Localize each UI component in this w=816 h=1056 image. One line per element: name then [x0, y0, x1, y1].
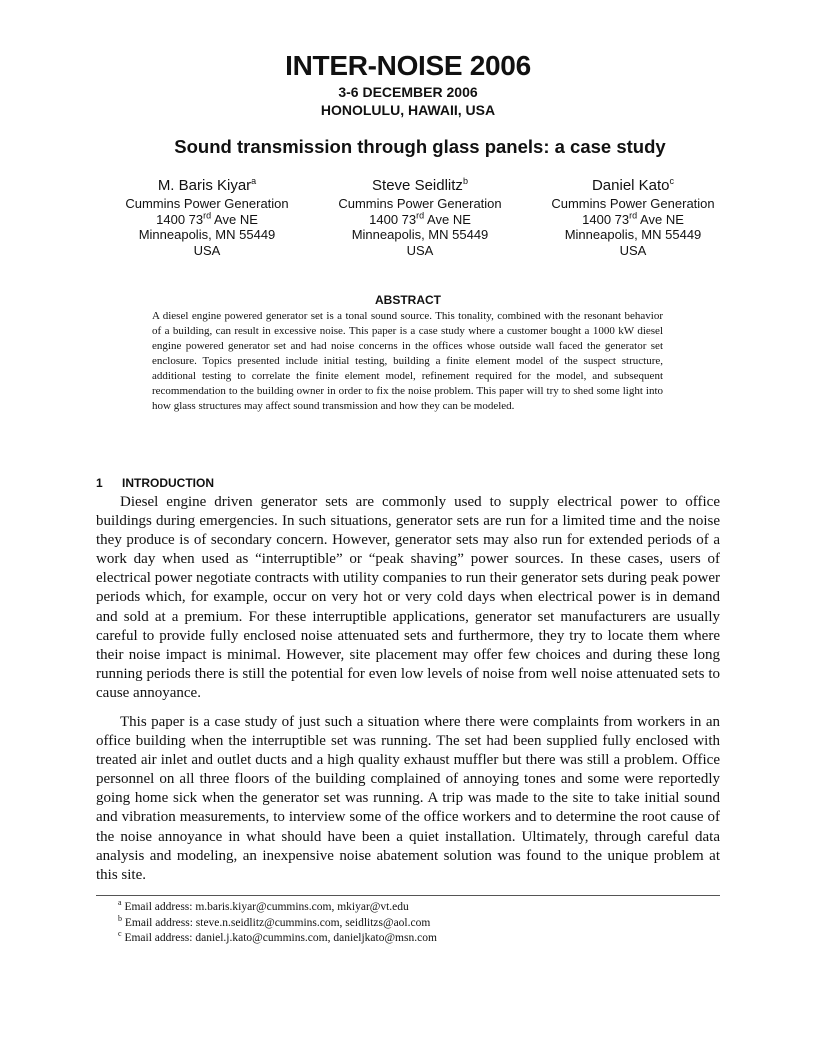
- conference-title: INTER-NOISE 2006: [285, 50, 531, 81]
- author-city: Minneapolis, MN 55449: [138, 227, 276, 242]
- author-street: 1400 73rd Ave NE: [156, 210, 258, 227]
- author-block: [533, 176, 733, 258]
- author-street: 1400 73rd Ave NE: [369, 210, 471, 227]
- author-country: USA: [406, 242, 434, 258]
- author-name: Daniel Kato$^c$: [591, 176, 675, 194]
- author-organization: Cummins Power Generation: [338, 196, 502, 211]
- abstract-text: A diesel engine powered generator set is a tonal sound source. This tonality, combined with the resonant behavior of a building, can result in excessive noise. This paper is a case study where a customer bought a 1000 kW diesel engine powered generator set and had noise concerns in the offices whose outside wall faced the generator set enclosure. Topics presented include initial testing, building a finite element model of the suspect structure, additional testing to correlate the finite element model, refinement required for the model, and subsequent recommendation to the building owner in order to fix the noise problem. This paper will try to shed some light into how glass structures may affect sound transmission and how they can be modeled.: [152, 310, 663, 412]
- author-footnote-mark: b: [462, 176, 468, 186]
- footnote: $^c$ Email address: daniel.j.kato@cummins.com, danieljkato@msn.com: [118, 929, 437, 944]
- body-paragraph: Diesel engine driven generator sets are commonly used to supply electrical power to office buildings during emergencies. In such situations, generator sets are run for a limited time and the noise they produce is of secondary concern. However, generator sets may also run for extended periods of a work day when used as “interruptible” or “peak shaving” power sources. In these cases, users of electrical power negotiate contracts with utility companies to run their generator sets during peak power periods which, for example, occur on very hot or very cold days when electrical power is in demand and sold at a premium. For these interruptible applications, generator set manufacturers are usually careful to provide fully enclosed noise attenuated sets and furthermore, they try to locate them where their noise impact is minimal. However, site placement may offer few choices and during these long running periods there is still the potential for even low levels of noise from well noise attenuated sets to cause annoyance.: [96, 494, 720, 701]
- author-country: USA: [193, 242, 221, 258]
- author-organization: Cummins Power Generation: [125, 196, 289, 211]
- author-footnote-mark: c: [669, 176, 675, 186]
- author-block: [320, 176, 520, 258]
- section-number: 1: [96, 476, 103, 490]
- section-heading: [96, 476, 214, 490]
- footnote: $^a$ Email address: m.baris.kiyar@cummins.com, mkiyar@vt.edu: [118, 898, 409, 913]
- author-country: USA: [619, 242, 647, 258]
- author-organization: Cummins Power Generation: [551, 196, 715, 211]
- footnote-mark: c: [118, 929, 122, 939]
- footnote: $^b$ Email address: steve.n.seidlitz@cummins.com, seidlitzs@aol.com: [118, 913, 431, 929]
- conference-location: HONOLULU, HAWAII, USA: [320, 102, 496, 118]
- author-name: Steve Seidlitz$^b$: [372, 176, 468, 194]
- author-city: Minneapolis, MN 55449: [351, 227, 489, 242]
- body-paragraph: This paper is a case study of just such a situation where there were complaints from workers in an office building when the interruptible set was running. The set had been supplied fully enclosed with treated air inlet and outlet ducts and a high quality exhaust muffler but there was still a problem. Office personnel on all three floors of the building complained of annoying tones and some were reportedly going home sick when the generator set was running. A trip was made to the site to take initial sound and vibration measurements, to interview some of the office workers and to determine the root cause of the noise annoyance in what should have been a quiet installation. Ultimately, through careful data analysis and modeling, an inexpensive noise abatement solution was found to the unique problem at this site.: [96, 714, 720, 883]
- conference-dates: 3-6 DECEMBER 2006: [338, 84, 478, 100]
- paper-title: Sound transmission through glass panels: a case study: [174, 136, 666, 157]
- author-name: M. Baris Kiyar$^a$: [157, 176, 257, 194]
- author-city: Minneapolis, MN 55449: [564, 227, 702, 242]
- author-footnote-mark: a: [251, 176, 257, 186]
- abstract-heading: ABSTRACT: [375, 293, 441, 307]
- footnote-mark: a: [118, 898, 122, 908]
- footnotes: [118, 900, 718, 947]
- footnote-mark: b: [118, 913, 122, 923]
- author-block: [107, 176, 307, 258]
- author-street: 1400 73rd Ave NE: [582, 210, 684, 227]
- footnote-divider: [96, 895, 720, 896]
- section-title: INTRODUCTION: [122, 476, 214, 490]
